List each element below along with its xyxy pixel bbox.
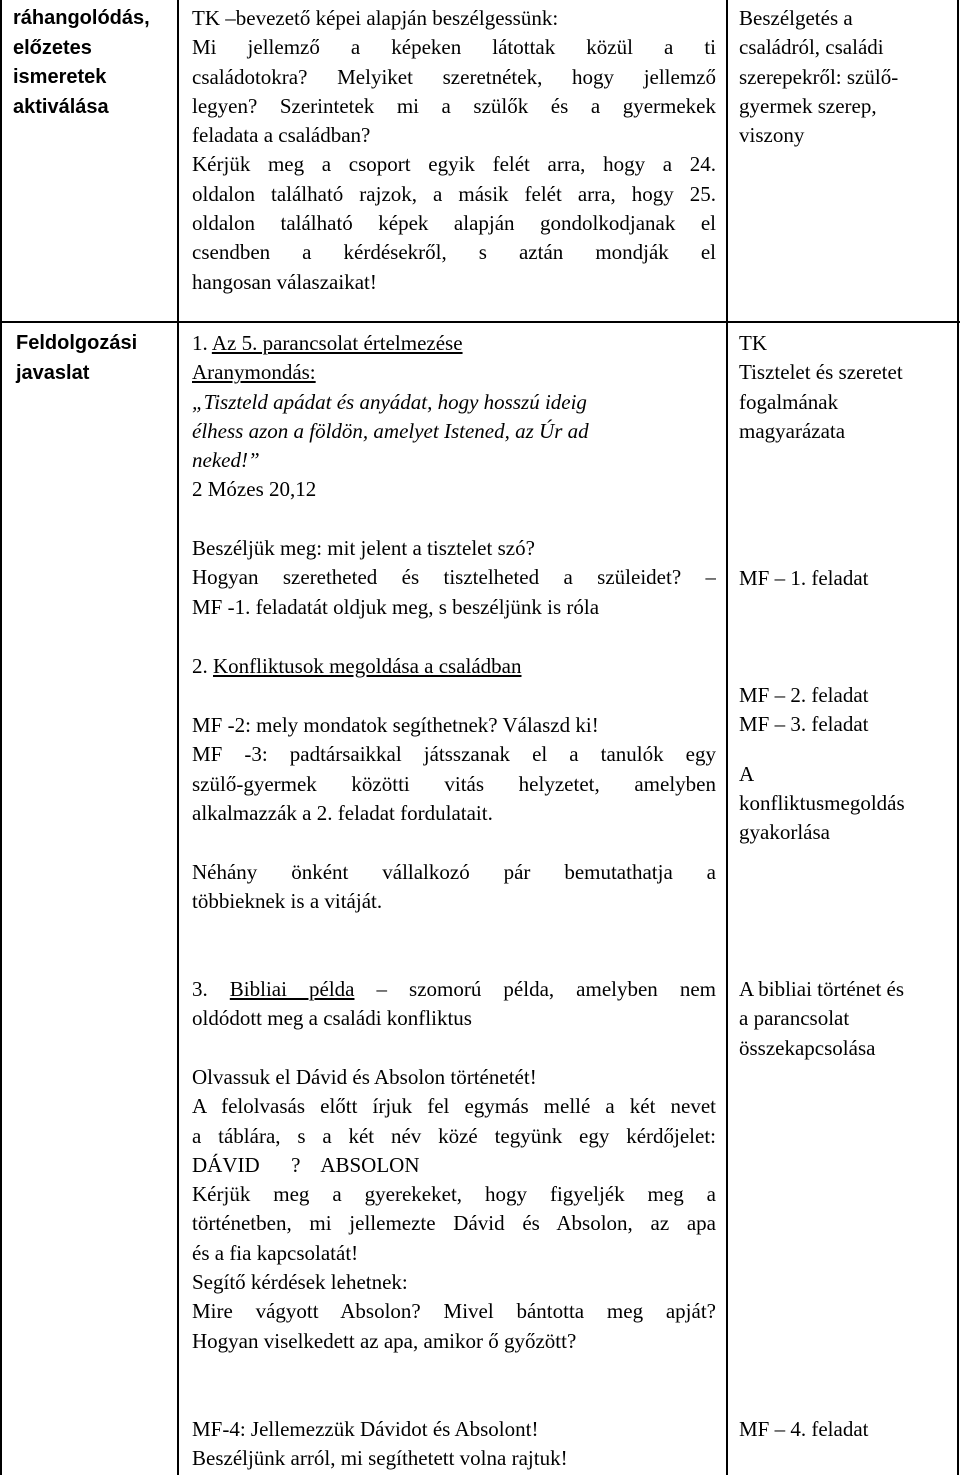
section-heading-2: 2. Konfliktusok megoldása a családban: [192, 654, 522, 678]
block-conflicts-closing: Néhány önként vállalkozó pár bemutathatja a többieknek is a vitáját.: [192, 860, 716, 914]
table-border-left: [0, 0, 2, 1475]
section-heading-1: 1. Az 5. parancsolat értelmezése: [192, 331, 463, 355]
row-label-processing: Feldolgozási javaslat: [16, 332, 138, 384]
block-bible-example: 3. Bibliai példa – szomorú példa, amelyben nem oldódott meg a családi konfliktus: [192, 977, 716, 1031]
note-mf1: MF – 1. feladat: [739, 566, 869, 590]
motto-line: élhess azon a földön, amelyet Istened, az Úr ad: [192, 418, 589, 443]
section-heading-3: 3. Bibliai példa – szomorú példa, amelyben nem: [192, 977, 716, 1001]
block-commandment: [192, 329, 716, 505]
warmup-notes: Beszélgetés a családról, családi szerepekről: szülő- gyermek szerep, viszony: [739, 6, 899, 148]
note-bible: A bibliai történet és a parancsolat összekapcsolása: [739, 977, 905, 1060]
note-tk: TK Tisztelet és szeretet fogalmának magyarázata: [739, 331, 903, 443]
block-discussion: Beszéljük meg: mit jelent a tisztelet szó? Hogyan szeretheted és tisztelheted a szüleidet? – MF -1. feladatát oldjuk meg, s beszéljünk is róla: [192, 536, 716, 619]
column-divider: [177, 0, 179, 1475]
column-divider: [726, 0, 728, 1475]
row-divider: [0, 321, 960, 323]
table-border-right: [957, 0, 959, 1475]
block-bible-story: Olvassuk el Dávid és Absolon történetét! A felolvasás előtt írjuk fel egymás mellé a két nevet a táblára, s a két név közé tegyünk egy kérdőjelet: DÁVID ? ABSOLON Kérjük meg a gyerekeket, hogy figyeljék meg a történetben, mi jellemezte Dávid és Absolon, az apa és a fia kapcsolatát! Segítő kérdések lehetnek: Mire vágyott Absolon? Mivel bántotta meg apját? Hogyan viselkedett az apa, amikor ő győzött?: [192, 1065, 716, 1353]
motto-label: Aranymondás:: [192, 360, 316, 385]
block-conflicts-tasks: MF -2: mely mondatok segíthetnek? Válaszd ki! MF -3: padtársaikkal játsszanak el a tanulók egy szülő-gyermek közötti vitás helyzetet, amelyben alkalmazzák a 2. feladat fordulatait.: [192, 713, 716, 825]
motto-line: „Tiszteld apádat és anyádat, hogy hosszú ideig: [192, 389, 587, 414]
motto-reference: 2 Mózes 20,12: [192, 477, 317, 502]
warmup-text: TK –bevezető képei alapján beszélgessünk: Mi jellemző a képeken látottak közül a ti családotokra? Melyiket szeretnétek, hogy jellemző legyen? Szerintetek mi a szülők és a gyermekek feladata a családban? Kérjük meg a csoport egyik felét arra, hogy a 24. oldalon található rajzok, a másik felét arra, hogy 25. oldalon található képek alapján gondolkodjanak el csendben a kérdésekről, s aztán mondják el hangosan válaszaikat!: [192, 6, 716, 294]
note-mf4: MF – 4. feladat: [739, 1417, 869, 1441]
block-worksheet-4: MF-4: Jellemezzük Dávidot és Absolont! Beszéljünk arról, mi segíthetett volna rajtuk!: [192, 1417, 568, 1471]
motto-line: neked!”: [192, 448, 260, 473]
row-label-warmup: ráhangolódás, előzetes ismeretek aktiválása: [13, 7, 150, 118]
block-conflicts: [192, 652, 716, 681]
note-mf2-mf3: MF – 2. feladat MF – 3. feladat A konfliktusmegoldás gyakorlása: [739, 683, 905, 845]
